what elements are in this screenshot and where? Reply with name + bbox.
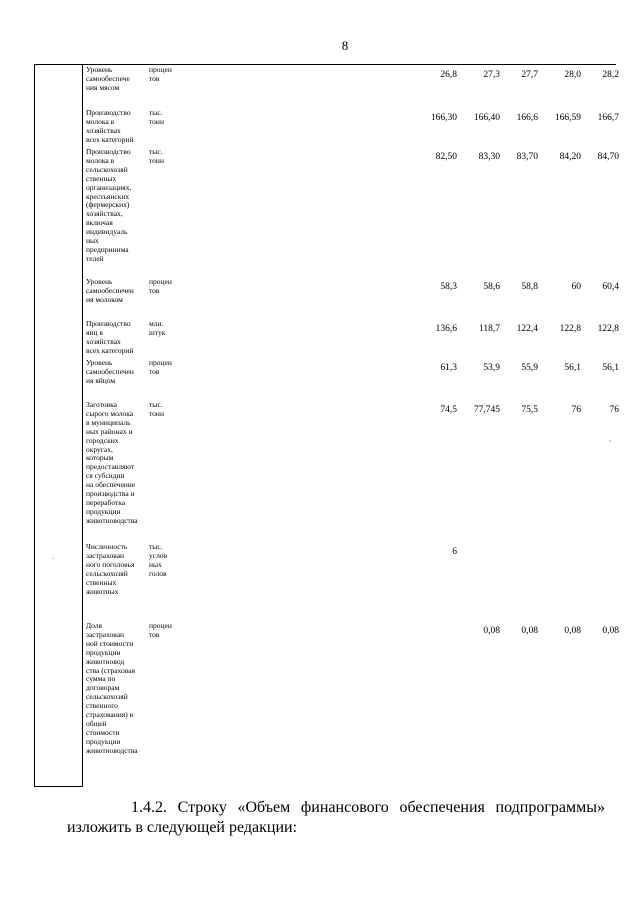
indicator-name: Уровень самообеспечен ия молоком [86,277,134,304]
indicator-unit: тыс. услов ных голов [149,542,168,578]
scan-speck: · [52,555,55,563]
value-cell: 60,4 [602,282,619,292]
value-cell: 76 [609,405,619,415]
value-cell: 58,6 [483,282,500,292]
value-cell: 27,3 [483,70,500,80]
value-cell: 122,8 [559,324,581,334]
indicator-unit: процен тов [149,621,172,639]
value-cell: 122,4 [516,324,538,334]
value-cell: 75,5 [521,405,538,415]
value-cell: 0,08 [483,626,500,636]
paragraph-line-1: 1.4.2. Строку «Объем финансового обеспечения подпрограммы» [131,799,605,816]
value-cell: 28,0 [564,70,581,80]
value-cell: 82,50 [435,152,457,162]
page-number: 8 [341,38,349,53]
value-cell: 166,40 [473,113,500,123]
paragraph-line-2: изложить в следующей редакции: [67,819,298,836]
indicator-unit: тыс. тонн [149,108,164,126]
table-border-bottom [34,786,82,787]
value-cell: 0,08 [602,626,619,636]
value-cell: 77,745 [473,405,500,415]
value-cell: 118,7 [478,324,500,334]
value-cell: 84,20 [559,152,581,162]
value-cell: 166,30 [430,113,457,123]
indicator-unit: процен тов [149,358,172,376]
value-cell: 55,9 [521,363,538,373]
value-cell: 0,08 [564,626,581,636]
value-cell: 53,9 [483,363,500,373]
value-cell: 28,2 [602,70,619,80]
amendment-paragraph [67,798,605,838]
value-cell: 74,5 [440,405,457,415]
indicator-unit: процен тов [149,65,172,83]
value-cell: 83,30 [478,152,500,162]
indicator-name: Производство молока в сельскохозяй ственных организациях, крестьянских (фермерских) хозяйствах, включая индивидуаль ных предпринима телей [86,147,132,263]
value-cell: 6 [452,547,457,557]
value-cell: 166,59 [554,113,581,123]
value-cell: 27,7 [521,70,538,80]
value-cell: 58,3 [440,282,457,292]
indicator-name: Уровень самообеспече ния мясом [86,65,130,92]
table-border-left [34,64,35,786]
value-cell: 58,8 [521,282,538,292]
value-cell: 60 [571,282,581,292]
value-cell: 76 [571,405,581,415]
table-border-top [34,64,616,65]
indicator-unit: тыс. тонн [149,400,164,418]
value-cell: 26,8 [440,70,457,80]
indicator-unit: млн. штук [149,319,166,337]
indicator-name: Производство яиц в хозяйствах всех категорий [86,319,134,355]
value-cell: 0,08 [521,626,538,636]
value-cell: 56,1 [602,363,619,373]
value-cell: 122,8 [597,324,619,334]
indicator-unit: тыс. тонн [149,147,164,165]
value-cell: 166,6 [516,113,538,123]
value-cell: 56,1 [564,363,581,373]
indicator-name: Уровень самообеспечен ия яйцом [86,358,134,385]
indicator-unit: процен тов [149,277,172,295]
scan-speck: , [609,435,611,443]
indicator-name: Производство молока в хозяйствах всех категорий [86,108,134,144]
value-cell: 136,6 [435,324,457,334]
value-cell: 61,3 [440,363,457,373]
value-cell: 84,70 [597,152,619,162]
table-column-divider [82,64,83,787]
indicator-name: Заготовка сырого молока в муниципаль ных районах и городских округах, которым предоставляют ся субсидии на обеспечение производства и переработка продукции животноводства [86,400,138,525]
indicator-name: Доля застрахован ной стоимости продукции животновод ства (страховая сумма по договорам сельскохозяй ственного страхования) в общей стоимости продукции животноводства [86,621,138,755]
value-cell: 166,7 [597,113,619,123]
indicator-name: Численность застрахован ного поголовья сельскохозяй ственных животных [86,542,135,596]
value-cell: 83,70 [516,152,538,162]
